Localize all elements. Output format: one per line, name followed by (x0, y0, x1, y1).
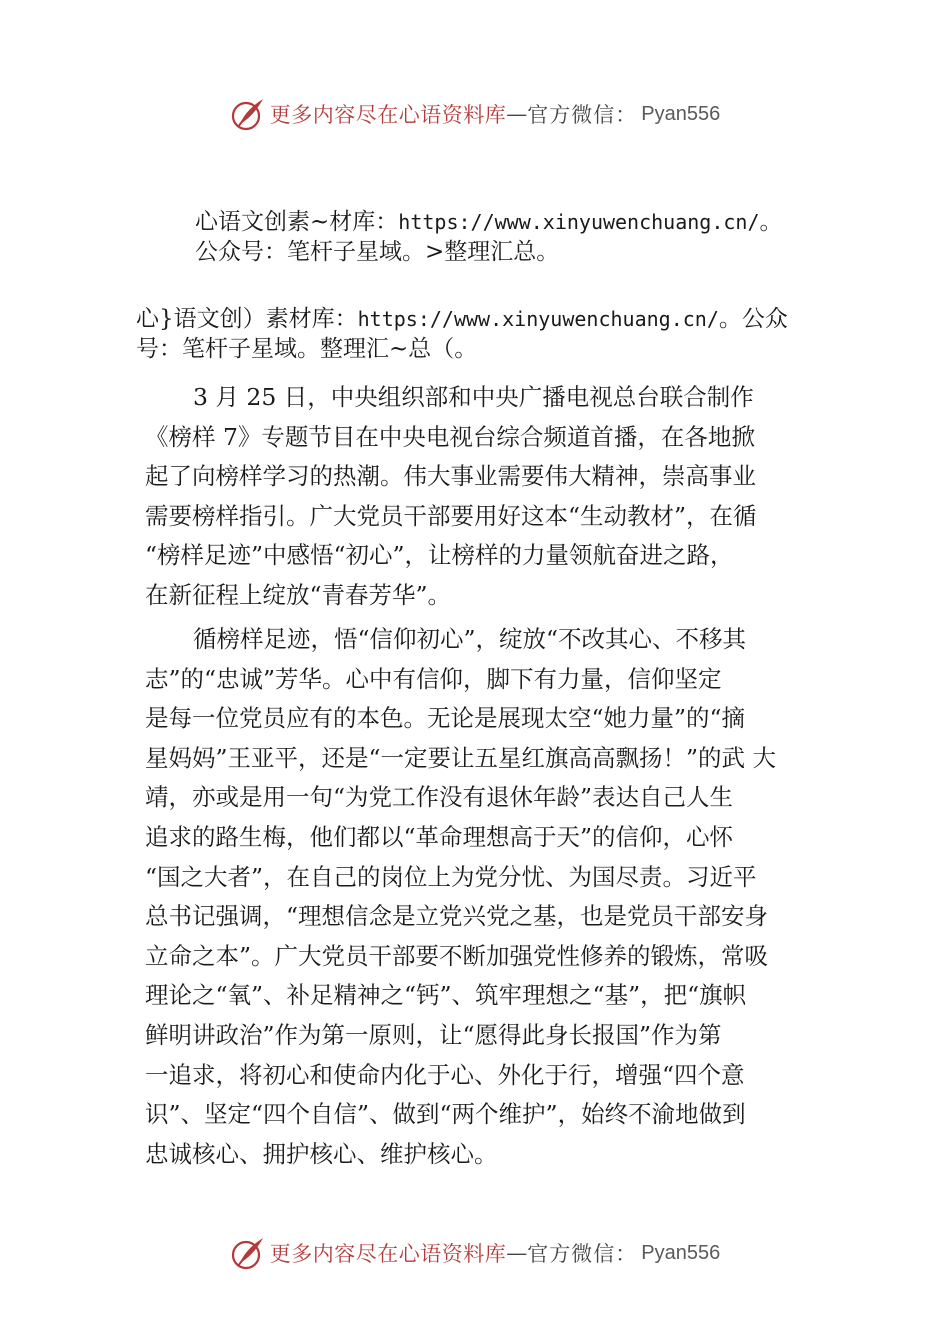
header-watermark (0, 94, 950, 134)
text-line: 起了向榜样学习的热潮。伟大事业需要伟大精神，崇高事业 (145, 462, 756, 491)
banner-dash: — (506, 102, 528, 126)
note2-suffix: 。公众 (718, 306, 788, 332)
banner-account: Pyan556 (641, 102, 721, 125)
note1-url: https://www.xinyuwenchuang.cn/ (398, 210, 760, 234)
text-line: “国之大者”，在自己的岗位上为党分忧、为国尽责。习近平 (145, 862, 757, 891)
text-line: “榜样足迹”中感悟“初心”，让榜样的力量领航奋进之路， (145, 541, 734, 570)
text-line: 志”的“忠诚”芳华。心中有信仰，脚下有力量，信仰坚定 (145, 664, 722, 693)
body-paragraph-2 (145, 620, 810, 1174)
note2-url: https://www.xinyuwenchuang.cn/ (357, 307, 719, 331)
text-line: 靖，亦或是用一句“为党工作没有退休年龄”表达自己人生 (145, 783, 734, 812)
banner-brand: 更多内容尽在心语资料库 (269, 1242, 507, 1266)
text-line: 是每一位党员应有的本色。无论是展现太空“她力量”的“摘 (145, 704, 746, 733)
banner-account: Pyan556 (641, 1241, 721, 1264)
text-line: 鲜明讲政治”作为第一原则，让“愿得此身长报国”作为第 (145, 1020, 722, 1049)
note1-line1 (195, 211, 783, 234)
note1-suffix: 。 (759, 209, 783, 235)
banner-wechat-label: 官方微信： (527, 1242, 638, 1266)
text-line: 总书记强调，“理想信念是立党兴党之基，也是党员干部安身 (145, 902, 769, 931)
text-line: 一追求，将初心和使命内化于心、外化于行，增强“四个意 (145, 1060, 745, 1089)
banner-wechat-label: 官方微信： (527, 103, 638, 127)
text-line: 星妈妈”王亚平，还是“一定要让五星红旗高高飘扬！”的武 大 (145, 743, 777, 772)
footer-watermark (0, 1233, 950, 1273)
note2-line1 (136, 308, 788, 331)
banner-dash: — (506, 1241, 528, 1265)
text-line: 3 月 25 日，中央组织部和中央广播电视总台联合制作 (193, 383, 754, 411)
text-line: 理论之“氧”、补足精神之“钙”、筑牢理想之“基”，把“旗帜 (145, 981, 747, 1010)
text-line: 在新征程上绽放“青春芳华”。 (145, 580, 452, 609)
text-line: 追求的路生梅，他们都以“革命理想高于天”的信仰，心怀 (145, 822, 734, 851)
text-line: 识”、坚定“四个自信”、做到“两个维护”，始终不渝地做到 (145, 1100, 746, 1129)
text-line: 需要榜样指引。广大党员干部要用好这本“生动教材”，在循 (145, 501, 757, 530)
quill-logo-icon (230, 1235, 266, 1271)
banner-brand: 更多内容尽在心语资料库 (269, 103, 507, 127)
body-paragraph-1 (145, 378, 810, 616)
note1-prefix: 心语文创素~材库： (195, 209, 399, 235)
text-line: 立命之本”。广大党员干部要不断加强党性修养的锻炼，常吸 (145, 941, 769, 970)
text-line: 循榜样足迹，悟“信仰初心”，绽放“不改其心、不移其 (193, 625, 747, 653)
quill-logo-icon (230, 96, 266, 132)
note1-line2: 公众号：笔杆子星域。>整理汇总。 (195, 239, 560, 265)
text-line: 忠诚核心、拥护核心、维护核心。 (145, 1139, 498, 1168)
note2-line2: 号：笔杆子星域。整理汇~总（。 (136, 336, 478, 362)
text-line: 《榜样 7》专题节目在中央电视台综合频道首播，在各地掀 (145, 422, 755, 451)
note2-prefix: 心}语文创）素材库： (136, 306, 358, 332)
